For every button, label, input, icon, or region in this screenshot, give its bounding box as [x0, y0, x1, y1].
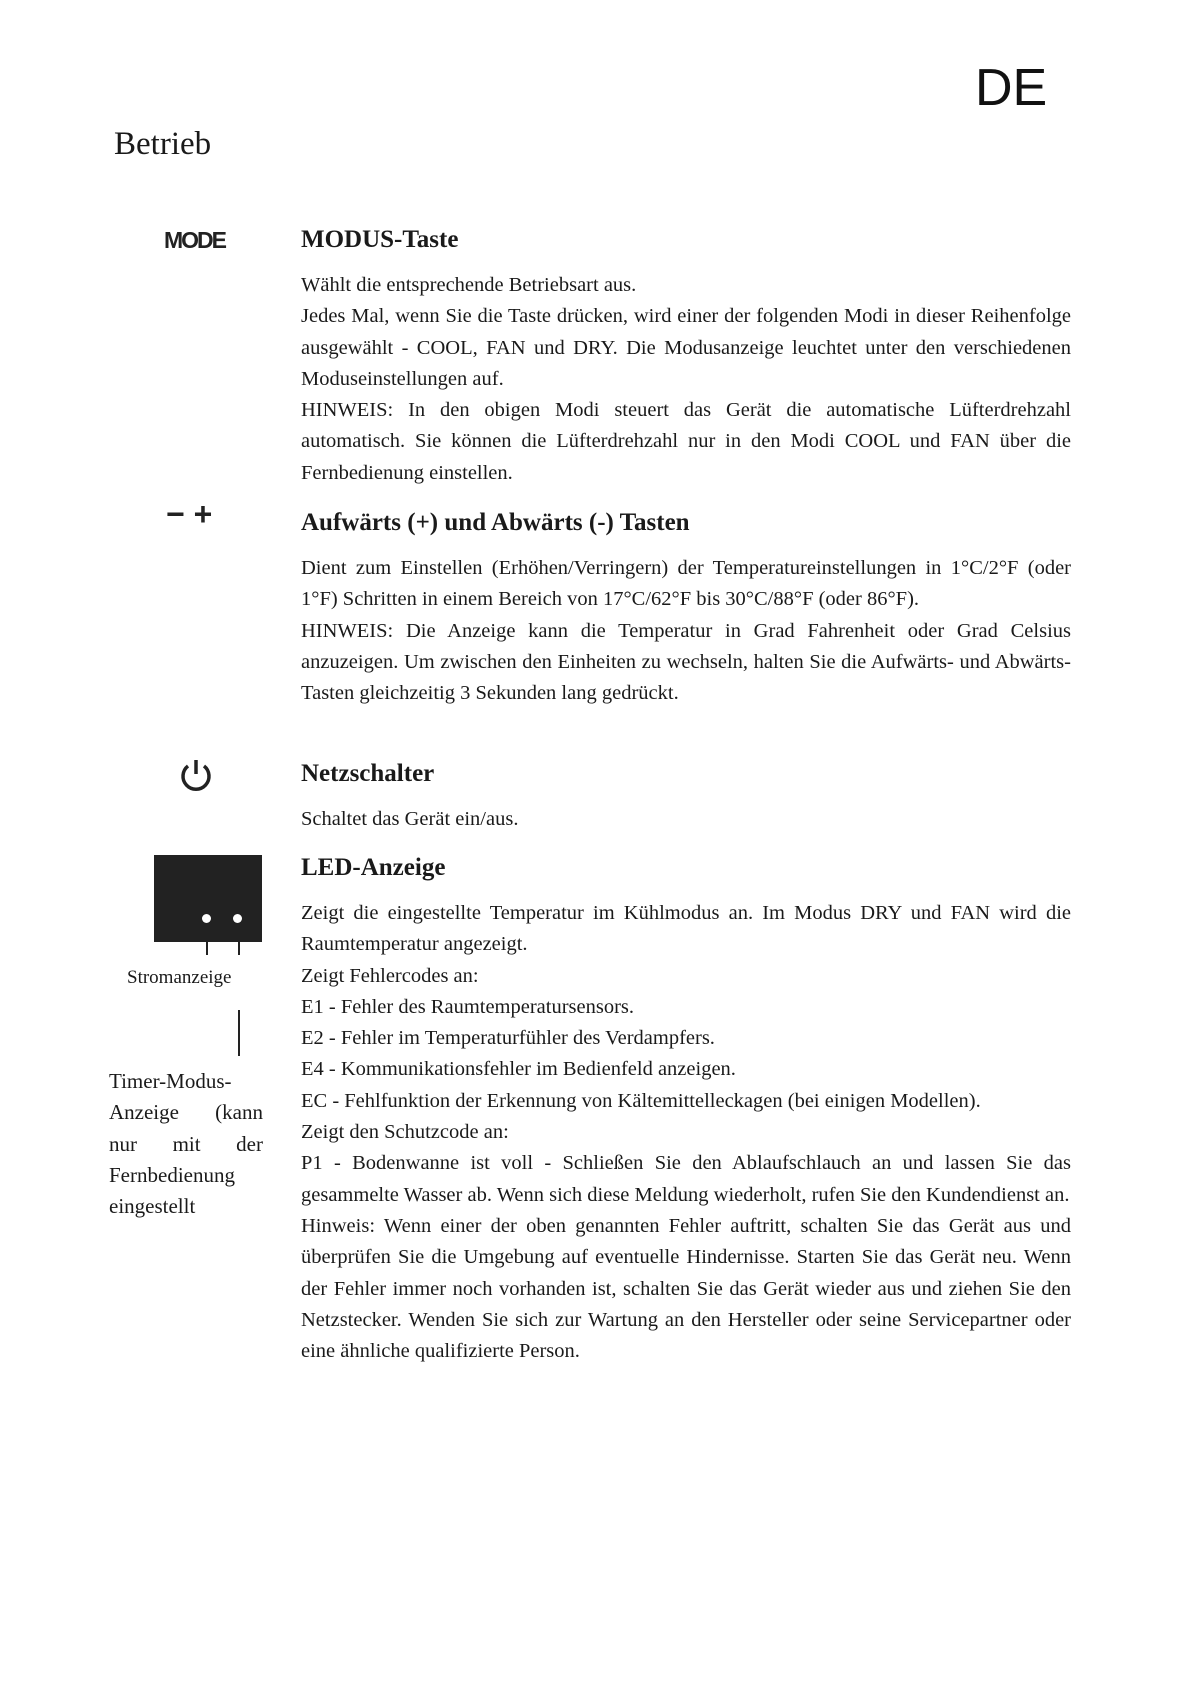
timer-indicator-label: Timer-Modus-Anzeige (kann nur mit der Fernbedienung eingestellt — [109, 1069, 263, 1219]
indicator-line — [238, 1010, 240, 1056]
paragraph: HINWEIS: Die Anzeige kann die Temperatur in Grad Fahrenheit oder Grad Celsius anzuzeigen. Um zwischen den Einheiten zu wechseln, halten Sie die Aufwärts- und Abwärts-Tasten gleichzeitig 3 Sekunden lang gedrückt. — [301, 619, 1071, 705]
power-icon — [177, 757, 215, 800]
paragraph: E4 - Kommunikationsfehler im Bedienfeld anzeigen. — [301, 1058, 736, 1081]
paragraph: Jedes Mal, wenn Sie die Taste drücken, wird einer der folgenden Modi in dieser Reihenfolge ausgewählt - COOL, FAN und DRY. Die Modusanzeige leuchtet unter den verschiedenen Moduseinstellungen auf. — [301, 305, 1071, 390]
paragraph: P1 - Bodenwanne ist voll - Schließen Sie den Ablaufschlauch an und lassen Sie das gesammelte Wasser ab. Wenn sich diese Meldung wiederholt, rufen Sie den Kundendienst an. — [301, 1152, 1071, 1206]
paragraph: Dient zum Einstellen (Erhöhen/Verringern) der Temperatureinstellungen in 1°C/2°F (oder 1°F) Schritten in einem Bereich von 17°C/62°F bis 30°C/88°F (oder 86°F). — [301, 557, 1071, 611]
paragraph: Zeigt den Schutzcode an: — [301, 1121, 509, 1144]
language-code: DE — [975, 59, 1048, 117]
timer-indicator-dot — [233, 914, 242, 923]
section-mode — [301, 224, 1071, 489]
paragraph: Hinweis: Wenn einer der oben genannten Fehler auftritt, schalten Sie das Gerät aus und überprüfen Sie die Umgebung auf eventuelle Hindernisse. Starten Sie das Gerät neu. Wenn der Fehler immer noch vorhanden ist, schalten Sie das Gerät wieder aus und ziehen Sie den Netzstecker. Wenden Sie sich zur Wartung an den Hersteller oder seine Servicepartner oder eine ähnliche qualifizierte Person. — [301, 1214, 1071, 1363]
section-heading: LED-Anzeige — [301, 854, 446, 881]
section-heading: MODUS-Taste — [301, 226, 459, 253]
paragraph: EC - Fehlfunktion der Erkennung von Kältemittelleckagen (bei einigen Modellen). — [301, 1089, 981, 1112]
section-heading: Aufwärts (+) und Abwärts (-) Tasten — [301, 509, 690, 536]
paragraph: Zeigt Fehlercodes an: — [301, 964, 479, 987]
section-up-down — [301, 507, 1071, 709]
paragraph: E1 - Fehler des Raumtemperatursensors. — [301, 995, 635, 1018]
minus-plus-icon: − + — [166, 496, 213, 532]
indicator-line — [206, 923, 208, 955]
power-indicator-label: Stromanzeige — [127, 967, 232, 988]
paragraph: Schaltet das Gerät ein/aus. — [301, 808, 519, 830]
section-power — [301, 758, 1071, 835]
paragraph: Wählt die entsprechende Betriebsart aus. — [301, 274, 637, 296]
page-title: Betrieb — [114, 126, 212, 162]
paragraph: Zeigt die eingestellte Temperatur im Kühlmodus an. Im Modus DRY und FAN wird die Raumtemperatur angezeigt. — [301, 902, 1071, 956]
indicator-line — [238, 923, 240, 955]
mode-button-icon: MODE — [164, 227, 225, 253]
section-heading: Netzschalter — [301, 760, 435, 787]
led-display-icon — [154, 855, 262, 942]
power-indicator-dot — [202, 914, 211, 923]
paragraph: HINWEIS: In den obigen Modi steuert das Gerät die automatische Lüfterdrehzahl automatisch. Sie können die Lüfterdrehzahl nur in den Modi COOL und FAN über die Fernbedienung einstellen. — [301, 399, 1071, 484]
section-led — [301, 852, 1071, 1367]
paragraph: E2 - Fehler im Temperaturfühler des Verdampfers. — [301, 1027, 715, 1050]
